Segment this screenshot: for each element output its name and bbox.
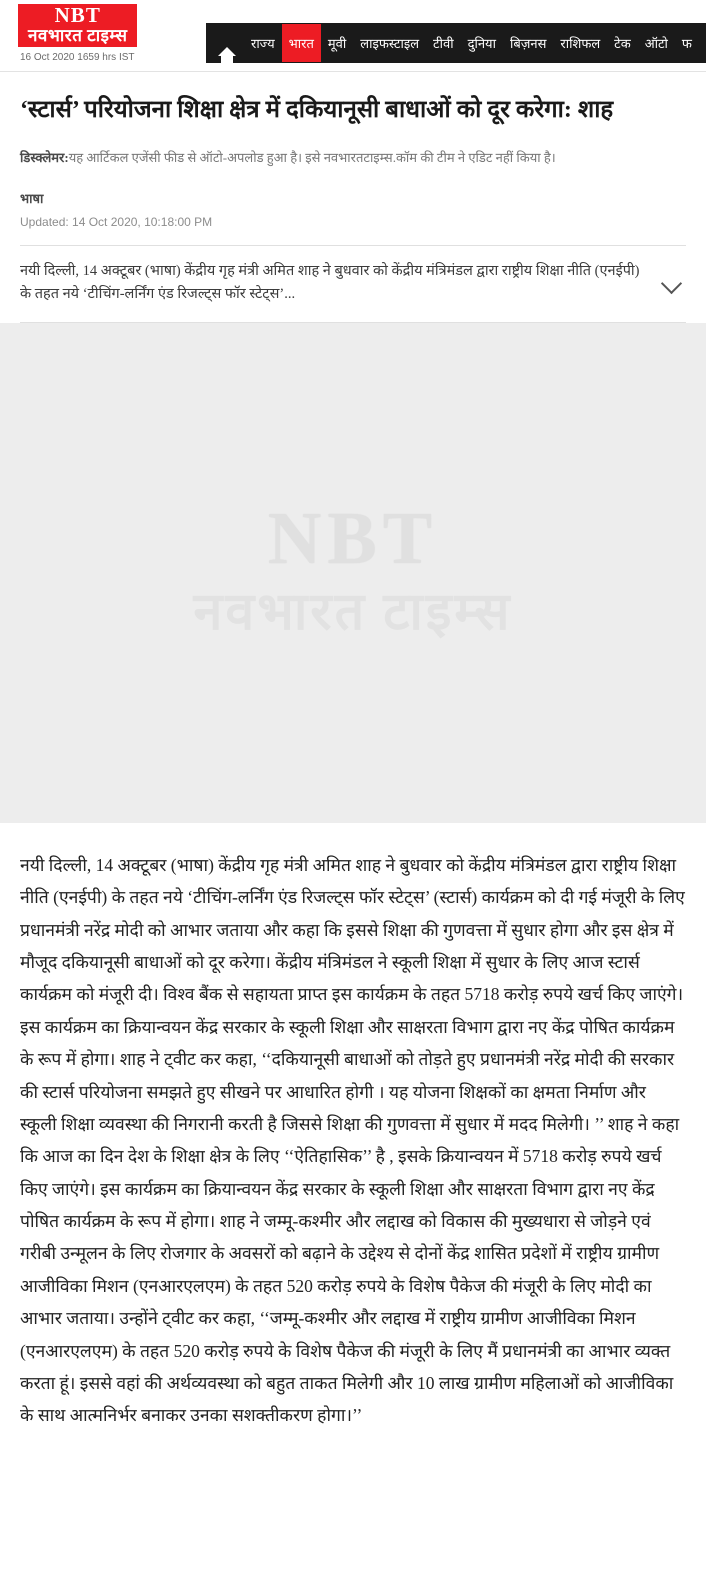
- nav-item-tv[interactable]: टीवी: [433, 36, 454, 51]
- home-nav-button[interactable]: [210, 26, 244, 60]
- site-header: [0, 0, 706, 72]
- home-icon: [218, 47, 236, 56]
- article-summary-text: नयी दिल्ली, 14 अक्टूबर (भाषा) केंद्रीय गृह मंत्री अमित शाह ने बुधवार को केंद्रीय मंत्रिमंडल द्वारा राष्ट्रीय शिक्षा नीति (एनईपी) के तहत नये ‘टीचिंग-लर्निंग एंड रिजल्ट्स फॉर स्टेट्स’...: [20, 262, 640, 302]
- article-summary-row[interactable]: [20, 245, 686, 323]
- header-dateline: 16 Oct 2020 1659 hrs IST: [20, 52, 135, 63]
- nav-item-duniya[interactable]: दुनिया: [467, 36, 496, 51]
- nav-item-rashifal[interactable]: राशिफल: [560, 36, 601, 51]
- nav-item-business[interactable]: बिज़नस: [509, 36, 547, 51]
- nav-item-movie[interactable]: मूवी: [327, 36, 347, 51]
- disclaimer-text: यह आर्टिकल एजेंसी फीड से ऑटो-अपलोड हुआ है। इसे नवभारतटाइम्स.कॉम की टीम ने एडिट नहीं किया है।: [68, 150, 556, 166]
- article-hero-image: [0, 323, 706, 823]
- disclaimer: [20, 148, 686, 168]
- page-title: ‘स्टार्स’ परियोजना शिक्षा क्षेत्र में दकियानूसी बाधाओं को दूर करेगा: शाह: [20, 97, 614, 123]
- article-container: [0, 94, 706, 1432]
- watermark-hindi: नवभारत टाइम्स: [193, 583, 513, 641]
- article-body: नयी दिल्ली, 14 अक्टूबर (भाषा) केंद्रीय गृह मंत्री अमित शाह ने बुधवार को केंद्रीय मंत्रिमंडल द्वारा राष्ट्रीय शिक्षा नीति (एनईपी) के तहत नये ‘टीचिंग-लर्निंग एंड रिजल्ट्स फॉर स्टेट्स’ (स्टार्स) कार्यक्रम को दी गई मंजूरी के लिए प्रधानमंत्री नरेंद्र मोदी को आभार जताया और कहा कि इससे शिक्षा की गुणवत्ता में सुधार होगा और इस क्षेत्र में मौजूद दकियानूसी बाधाओं को दूर करेगा। केंद्रीय मंत्रिमंडल ने स्कूली शिक्षा में सुधार के लिए आज स्टार्स कार्यक्रम को मंजूरी दी। विश्व बैंक से सहायता प्राप्त इस कार्यक्रम के तहत 5718 करोड़ रुपये खर्च किए जाएंगे। इस कार्यक्रम का क्रियान्वयन केंद्र सरकार के स्कूली शिक्षा और साक्षरता विभाग द्वारा नए केंद्र पोषित कार्यक्रम के रूप में होगा। शाह ने ट्वीट कर कहा, ‘‘दकियानूसी बाधाओं को तोड़ते हुए प्रधानमंत्री नरेंद्र मोदी की सरकार की स्टार्स परियोजना समझते हुए सीखने पर आधारित होगी । यह योजना शिक्षकों का क्षमता निर्माण और स्कूली शिक्षा व्यवस्था की निगरानी करती है जिससे शिक्षा की गुणवत्ता में सुधार में मदद मिलेगी। ’’ शाह ने कहा कि आज का दिन देश के शिक्षा क्षेत्र के लिए ‘‘ऐतिहासिक’’ है , इसके क्रियान्वयन में 5718 करोड़ रुपये खर्च किए जाएंगे। इस कार्यक्रम का क्रियान्वयन केंद्र सरकार के स्कूली शिक्षा और साक्षरता विभाग द्वारा नए केंद्र पोषित कार्यक्रम के रूप में होगा। शाह ने जम्मू-कश्मीर और लद्दाख को विकास की मुख्यधारा से जोड़ने एवं गरीबी उन्मूलन के लिए रोजगार के अवसरों को बढ़ाने के उद्देश्य से दोनों केंद्र शासित प्रदेशों में राष्ट्रीय ग्रामीण आजीविका मिशन (एनआरएलएम) के तहत 520 करोड़ रुपये के विशेष पैकेज की मंजूरी के लिए मोदी का आभार जताया। उन्होंने ट्वीट कर कहा, ‘‘जम्मू-कश्मीर और लद्दाख में राष्ट्रीय ग्रामीण आजीविका मिशन (एनआरएलएम) के तहत 520 करोड़ रुपये के विशेष पैकेज की मंजूरी के लिए मैं प्रधानमंत्री का आभार व्यक्त करता हूं। इससे वहां की अर्थव्यवस्था को बहुत ताकत मिलेगी और 10 लाख ग्रामीण महिलाओं को आजीविका के साथ आत्मनिर्भर बनाकर उनका सशक्तीकरण होगा।’’: [20, 854, 685, 1426]
- logo-nbt-text: NBT: [54, 3, 101, 27]
- updated-timestamp: Updated: 14 Oct 2020, 10:18:00 PM: [20, 214, 213, 229]
- nav-item-bharat[interactable]: भारत: [282, 24, 321, 62]
- disclaimer-label: डिस्क्लेमर:: [20, 150, 69, 166]
- nav-item-lifestyle[interactable]: लाइफस्टाइल: [360, 36, 420, 51]
- logo-hindi-text: नवभारत टाइम्स: [28, 26, 128, 45]
- nav-item-auto[interactable]: ऑटो: [644, 36, 668, 51]
- watermark-nbt: NBT: [267, 497, 439, 580]
- language-label: भाषा: [20, 190, 44, 206]
- site-logo[interactable]: [18, 4, 137, 47]
- chevron-down-icon[interactable]: [660, 270, 686, 296]
- nav-item-rajya[interactable]: राज्य: [251, 36, 275, 51]
- nav-item-tech[interactable]: टेक: [614, 36, 631, 51]
- main-navigation[interactable]: [206, 23, 706, 63]
- nav-item-more[interactable]: फ: [681, 36, 692, 51]
- brand-block[interactable]: [0, 0, 206, 71]
